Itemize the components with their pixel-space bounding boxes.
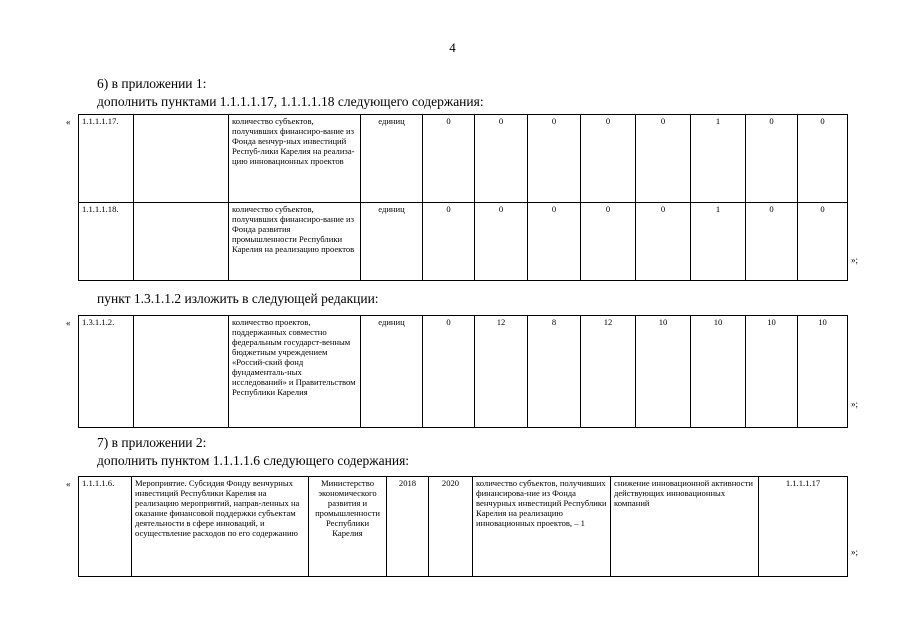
value-cell: 10 xyxy=(636,316,691,428)
value-cell: 0 xyxy=(581,115,636,203)
table-row xyxy=(79,477,848,577)
table-row xyxy=(79,203,848,281)
value-cell: 0 xyxy=(798,203,848,281)
value-cell: 1 xyxy=(691,115,746,203)
open-quote: « xyxy=(66,318,71,328)
value-cell: 0 xyxy=(746,203,798,281)
events-table xyxy=(78,476,848,577)
empty-cell xyxy=(134,316,229,428)
item-code: 1.1.1.1.18. xyxy=(79,203,134,281)
value-cell: 10 xyxy=(691,316,746,428)
value-cell: 0 xyxy=(746,115,798,203)
unit-cell: единиц xyxy=(361,316,423,428)
value-cell: 8 xyxy=(528,316,581,428)
value-cell: 0 xyxy=(636,115,691,203)
paragraph-line: 7) в приложении 2: xyxy=(97,435,207,450)
table-row xyxy=(79,316,848,428)
end-year: 2020 xyxy=(429,477,473,577)
value-cell: 0 xyxy=(423,316,475,428)
executor-cell: Министерство экономического развития и промышленности Республики Карелия xyxy=(309,477,387,577)
empty-cell xyxy=(134,203,229,281)
value-cell: 10 xyxy=(798,316,848,428)
value-cell: 0 xyxy=(423,203,475,281)
close-quote: »; xyxy=(851,547,859,557)
effect-cell: снижение инновационной активности действующих инновационных компаний xyxy=(611,477,759,577)
start-year: 2018 xyxy=(387,477,429,577)
paragraph-line: 6) в приложении 1: xyxy=(97,76,207,91)
empty-cell xyxy=(134,115,229,203)
open-quote: « xyxy=(66,117,71,127)
table-row xyxy=(79,115,848,203)
value-cell: 1 xyxy=(691,203,746,281)
value-cell: 0 xyxy=(798,115,848,203)
unit-cell: единиц xyxy=(361,203,423,281)
event-description: Мероприятие. Субсидия Фонду венчурных инвестиций Республики Карелия на реализацию мероприятий, направ-ленных на оказание финансовой поддержки субъектам деятельности в сфере инноваций, и осуществление расходов по его содержанию xyxy=(132,477,309,577)
value-cell: 12 xyxy=(475,316,528,428)
indicator-name: количество субъектов, получивших финансиро-вание из Фонда развития промышленности Республики Карелия на реализацию проектов xyxy=(229,203,361,281)
paragraph-line: дополнить пунктами 1.1.1.1.17, 1.1.1.1.18 следующего содержания: xyxy=(97,94,484,109)
item-code: 1.1.1.1.17. xyxy=(79,115,134,203)
unit-cell: единиц xyxy=(361,115,423,203)
indicator-name: количество субъектов, получивших финансиро-вание из Фонда венчур-ных инвестиций Респуб-лики Карелия на реализа-цию инновационных проектов xyxy=(229,115,361,203)
link-cell: 1.1.1.1.17 xyxy=(759,477,848,577)
close-quote: »; xyxy=(851,255,859,265)
value-cell: 0 xyxy=(528,203,581,281)
open-quote: « xyxy=(66,479,71,489)
value-cell: 0 xyxy=(423,115,475,203)
item-code: 1.3.1.1.2. xyxy=(79,316,134,428)
indicators-table-2 xyxy=(78,315,848,428)
value-cell: 0 xyxy=(528,115,581,203)
value-cell: 10 xyxy=(746,316,798,428)
value-cell: 0 xyxy=(475,115,528,203)
paragraph-line: пункт 1.3.1.1.2 изложить в следующей редакции: xyxy=(97,291,379,306)
item-code: 1.1.1.1.6. xyxy=(79,477,132,577)
page-number: 4 xyxy=(449,40,456,55)
indicator-cell: количество субъектов, получивших финансирова-ние из Фонда венчурных инвестиций Республики Карелия на реализацию инновационных проектов, – 1 xyxy=(473,477,611,577)
close-quote: »; xyxy=(851,399,859,409)
value-cell: 0 xyxy=(636,203,691,281)
value-cell: 0 xyxy=(475,203,528,281)
indicators-table-1 xyxy=(78,114,848,281)
paragraph-line: дополнить пунктом 1.1.1.1.6 следующего содержания: xyxy=(97,453,410,468)
value-cell: 0 xyxy=(581,203,636,281)
value-cell: 12 xyxy=(581,316,636,428)
indicator-name: количество проектов, поддержанных совместно федеральным государст-венным бюджетным учреждением «Россий-ский фонд фундаменталь-ных исследований» и Правительством Республики Карелия xyxy=(229,316,361,428)
